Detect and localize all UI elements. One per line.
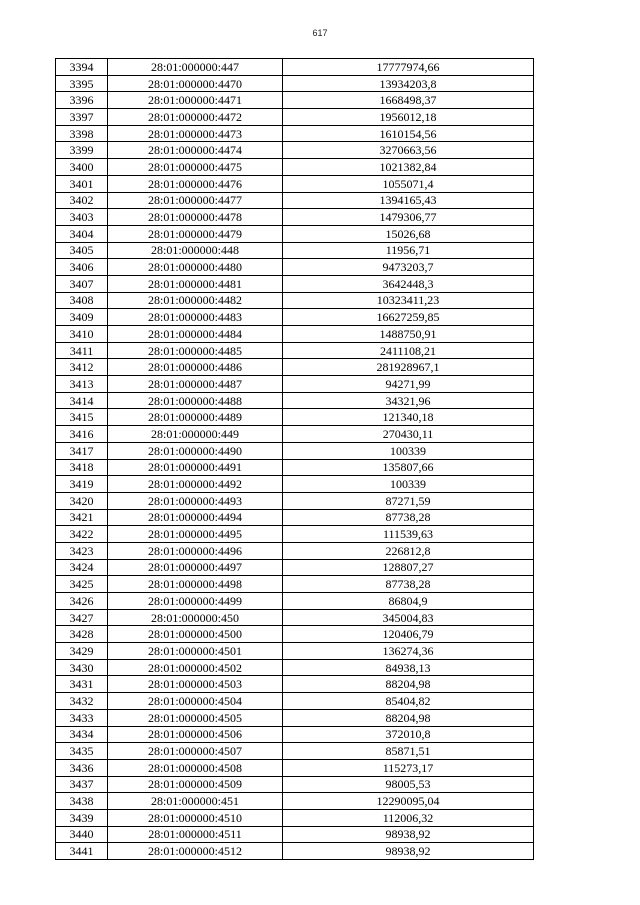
cadastral-number-cell: 28:01:000000:4507 <box>108 743 283 760</box>
cadastral-number-cell: 28:01:000000:4480 <box>108 259 283 276</box>
table-row <box>56 726 534 743</box>
cadastral-number-cell: 28:01:000000:4509 <box>108 776 283 793</box>
cadastral-number-cell: 28:01:000000:4474 <box>108 142 283 159</box>
cadastral-number-cell: 28:01:000000:4470 <box>108 75 283 92</box>
row-number-cell: 3417 <box>56 442 108 459</box>
table-row <box>56 75 534 92</box>
cadastral-value-cell: 281928967,1 <box>283 359 534 376</box>
cadastral-value-cell: 128807,27 <box>283 559 534 576</box>
row-number-cell: 3410 <box>56 326 108 343</box>
row-number-cell: 3429 <box>56 643 108 660</box>
cadastral-value-cell: 1956012,18 <box>283 109 534 126</box>
table-row <box>56 776 534 793</box>
cadastral-value-cell: 1021382,84 <box>283 159 534 176</box>
table-row <box>56 643 534 660</box>
cadastral-number-cell: 28:01:000000:451 <box>108 793 283 810</box>
row-number-cell: 3439 <box>56 809 108 826</box>
cadastral-number-cell: 28:01:000000:4505 <box>108 709 283 726</box>
table-row <box>56 576 534 593</box>
row-number-cell: 3407 <box>56 275 108 292</box>
row-number-cell: 3428 <box>56 626 108 643</box>
row-number-cell: 3430 <box>56 659 108 676</box>
row-number-cell: 3433 <box>56 709 108 726</box>
row-number-cell: 3426 <box>56 593 108 610</box>
cadastral-number-cell: 28:01:000000:4495 <box>108 526 283 543</box>
row-number-cell: 3404 <box>56 225 108 242</box>
table-row <box>56 159 534 176</box>
cadastral-number-cell: 28:01:000000:4490 <box>108 442 283 459</box>
cadastral-number-cell: 28:01:000000:449 <box>108 426 283 443</box>
cadastral-value-cell: 98938,92 <box>283 843 534 860</box>
cadastral-number-cell: 28:01:000000:4488 <box>108 392 283 409</box>
row-number-cell: 3415 <box>56 409 108 426</box>
cadastral-value-cell: 87271,59 <box>283 492 534 509</box>
row-number-cell: 3422 <box>56 526 108 543</box>
cadastral-number-cell: 28:01:000000:4497 <box>108 559 283 576</box>
row-number-cell: 3400 <box>56 159 108 176</box>
row-number-cell: 3427 <box>56 609 108 626</box>
table-row <box>56 709 534 726</box>
cadastral-value-cell: 3642448,3 <box>283 275 534 292</box>
table-row <box>56 376 534 393</box>
cadastral-number-cell: 28:01:000000:450 <box>108 609 283 626</box>
table-row <box>56 693 534 710</box>
cadastral-value-cell: 1055071,4 <box>283 175 534 192</box>
cadastral-value-cell: 98938,92 <box>283 826 534 843</box>
row-number-cell: 3440 <box>56 826 108 843</box>
cadastral-number-cell: 28:01:000000:4484 <box>108 326 283 343</box>
row-number-cell: 3436 <box>56 759 108 776</box>
row-number-cell: 3435 <box>56 743 108 760</box>
cadastral-value-cell: 1668498,37 <box>283 92 534 109</box>
cadastral-number-cell: 28:01:000000:4512 <box>108 843 283 860</box>
cadastral-value-cell: 11956,71 <box>283 242 534 259</box>
cadastral-number-cell: 28:01:000000:4501 <box>108 643 283 660</box>
cadastral-number-cell: 28:01:000000:4498 <box>108 576 283 593</box>
cadastral-number-cell: 28:01:000000:4499 <box>108 593 283 610</box>
cadastral-number-cell: 28:01:000000:4510 <box>108 809 283 826</box>
cadastral-value-cell: 372010,8 <box>283 726 534 743</box>
cadastral-number-cell: 28:01:000000:4491 <box>108 459 283 476</box>
row-number-cell: 3438 <box>56 793 108 810</box>
table-row <box>56 225 534 242</box>
cadastral-value-cell: 85871,51 <box>283 743 534 760</box>
cadastral-number-cell: 28:01:000000:4478 <box>108 209 283 226</box>
table-row <box>56 609 534 626</box>
cadastral-number-cell: 28:01:000000:4472 <box>108 109 283 126</box>
row-number-cell: 3418 <box>56 459 108 476</box>
cadastral-number-cell: 28:01:000000:4473 <box>108 125 283 142</box>
cadastral-value-cell: 17777974,66 <box>283 59 534 76</box>
cadastral-number-cell: 28:01:000000:4508 <box>108 759 283 776</box>
table-body <box>56 59 534 860</box>
table-row <box>56 392 534 409</box>
table-row <box>56 242 534 259</box>
cadastral-value-cell: 94271,99 <box>283 376 534 393</box>
cadastral-value-cell: 84938,13 <box>283 659 534 676</box>
cadastral-value-cell: 12290095,04 <box>283 793 534 810</box>
cadastral-number-cell: 28:01:000000:4479 <box>108 225 283 242</box>
cadastral-value-cell: 3270663,56 <box>283 142 534 159</box>
row-number-cell: 3409 <box>56 309 108 326</box>
table-row <box>56 793 534 810</box>
cadastral-value-cell: 136274,36 <box>283 643 534 660</box>
table-row <box>56 459 534 476</box>
cadastral-value-cell: 100339 <box>283 442 534 459</box>
cadastral-number-cell: 28:01:000000:4494 <box>108 509 283 526</box>
table-row <box>56 659 534 676</box>
cadastral-number-cell: 28:01:000000:4483 <box>108 309 283 326</box>
table-row <box>56 359 534 376</box>
table-row <box>56 275 534 292</box>
cadastral-value-cell: 115273,17 <box>283 759 534 776</box>
row-number-cell: 3394 <box>56 59 108 76</box>
cadastral-number-cell: 28:01:000000:4486 <box>108 359 283 376</box>
cadastral-number-cell: 28:01:000000:4511 <box>108 826 283 843</box>
table-row <box>56 426 534 443</box>
cadastral-value-cell: 87738,28 <box>283 576 534 593</box>
cadastral-value-cell: 86804,9 <box>283 593 534 610</box>
table-row <box>56 142 534 159</box>
table-row <box>56 492 534 509</box>
cadastral-number-cell: 28:01:000000:4471 <box>108 92 283 109</box>
cadastral-value-cell: 120406,79 <box>283 626 534 643</box>
row-number-cell: 3419 <box>56 476 108 493</box>
cadastral-number-cell: 28:01:000000:4504 <box>108 693 283 710</box>
row-number-cell: 3402 <box>56 192 108 209</box>
row-number-cell: 3423 <box>56 542 108 559</box>
row-number-cell: 3424 <box>56 559 108 576</box>
table-row <box>56 509 534 526</box>
row-number-cell: 3398 <box>56 125 108 142</box>
cadastral-value-cell: 345004,83 <box>283 609 534 626</box>
table-row <box>56 476 534 493</box>
cadastral-number-cell: 28:01:000000:4492 <box>108 476 283 493</box>
cadastral-value-cell: 2411108,21 <box>283 342 534 359</box>
cadastral-number-cell: 28:01:000000:4482 <box>108 292 283 309</box>
row-number-cell: 3411 <box>56 342 108 359</box>
table-row <box>56 192 534 209</box>
cadastral-value-cell: 85404,82 <box>283 693 534 710</box>
cadastral-value-cell: 88204,98 <box>283 709 534 726</box>
row-number-cell: 3437 <box>56 776 108 793</box>
table-row <box>56 593 534 610</box>
cadastral-value-table <box>55 58 534 860</box>
cadastral-value-cell: 9473203,7 <box>283 259 534 276</box>
row-number-cell: 3420 <box>56 492 108 509</box>
row-number-cell: 3408 <box>56 292 108 309</box>
cadastral-number-cell: 28:01:000000:4476 <box>108 175 283 192</box>
row-number-cell: 3401 <box>56 175 108 192</box>
table-row <box>56 542 534 559</box>
cadastral-number-cell: 28:01:000000:4506 <box>108 726 283 743</box>
cadastral-number-cell: 28:01:000000:447 <box>108 59 283 76</box>
cadastral-value-cell: 15026,68 <box>283 225 534 242</box>
row-number-cell: 3425 <box>56 576 108 593</box>
cadastral-number-cell: 28:01:000000:4487 <box>108 376 283 393</box>
cadastral-value-cell: 13934203,8 <box>283 75 534 92</box>
cadastral-value-cell: 111539,63 <box>283 526 534 543</box>
table-row <box>56 559 534 576</box>
table-row <box>56 125 534 142</box>
cadastral-number-cell: 28:01:000000:4503 <box>108 676 283 693</box>
table-row <box>56 743 534 760</box>
cadastral-number-cell: 28:01:000000:4475 <box>108 159 283 176</box>
cadastral-value-cell: 1610154,56 <box>283 125 534 142</box>
table-row <box>56 526 534 543</box>
cadastral-number-cell: 28:01:000000:4481 <box>108 275 283 292</box>
table-row <box>56 175 534 192</box>
row-number-cell: 3416 <box>56 426 108 443</box>
table-row <box>56 326 534 343</box>
cadastral-value-cell: 135807,66 <box>283 459 534 476</box>
cadastral-value-cell: 1394165,43 <box>283 192 534 209</box>
cadastral-number-cell: 28:01:000000:4477 <box>108 192 283 209</box>
row-number-cell: 3414 <box>56 392 108 409</box>
row-number-cell: 3413 <box>56 376 108 393</box>
cadastral-number-cell: 28:01:000000:4493 <box>108 492 283 509</box>
row-number-cell: 3441 <box>56 843 108 860</box>
cadastral-value-cell: 34321,96 <box>283 392 534 409</box>
row-number-cell: 3403 <box>56 209 108 226</box>
table-row <box>56 259 534 276</box>
cadastral-value-cell: 16627259,85 <box>283 309 534 326</box>
cadastral-value-cell: 87738,28 <box>283 509 534 526</box>
cadastral-value-cell: 98005,53 <box>283 776 534 793</box>
cadastral-number-cell: 28:01:000000:4500 <box>108 626 283 643</box>
cadastral-number-cell: 28:01:000000:4502 <box>108 659 283 676</box>
table-row <box>56 676 534 693</box>
row-number-cell: 3421 <box>56 509 108 526</box>
cadastral-value-cell: 88204,98 <box>283 676 534 693</box>
cadastral-number-cell: 28:01:000000:4485 <box>108 342 283 359</box>
cadastral-value-cell: 121340,18 <box>283 409 534 426</box>
row-number-cell: 3395 <box>56 75 108 92</box>
table-row <box>56 292 534 309</box>
page-number: 617 <box>312 28 328 38</box>
table-row <box>56 843 534 860</box>
table-row <box>56 409 534 426</box>
row-number-cell: 3397 <box>56 109 108 126</box>
row-number-cell: 3399 <box>56 142 108 159</box>
table-row <box>56 759 534 776</box>
cadastral-value-cell: 100339 <box>283 476 534 493</box>
table-row <box>56 92 534 109</box>
row-number-cell: 3405 <box>56 242 108 259</box>
row-number-cell: 3432 <box>56 693 108 710</box>
cadastral-value-cell: 1479306,77 <box>283 209 534 226</box>
cadastral-value-cell: 1488750,91 <box>283 326 534 343</box>
table-row <box>56 809 534 826</box>
table-row <box>56 342 534 359</box>
cadastral-value-cell: 10323411,23 <box>283 292 534 309</box>
row-number-cell: 3396 <box>56 92 108 109</box>
table-row <box>56 59 534 76</box>
table-row <box>56 209 534 226</box>
row-number-cell: 3412 <box>56 359 108 376</box>
cadastral-number-cell: 28:01:000000:4489 <box>108 409 283 426</box>
table-row <box>56 109 534 126</box>
row-number-cell: 3406 <box>56 259 108 276</box>
row-number-cell: 3434 <box>56 726 108 743</box>
row-number-cell: 3431 <box>56 676 108 693</box>
cadastral-number-cell: 28:01:000000:4496 <box>108 542 283 559</box>
cadastral-value-cell: 112006,32 <box>283 809 534 826</box>
cadastral-value-cell: 270430,11 <box>283 426 534 443</box>
table-row <box>56 626 534 643</box>
table-row <box>56 309 534 326</box>
cadastral-number-cell: 28:01:000000:448 <box>108 242 283 259</box>
cadastral-value-cell: 226812,8 <box>283 542 534 559</box>
table-row <box>56 826 534 843</box>
table-row <box>56 442 534 459</box>
